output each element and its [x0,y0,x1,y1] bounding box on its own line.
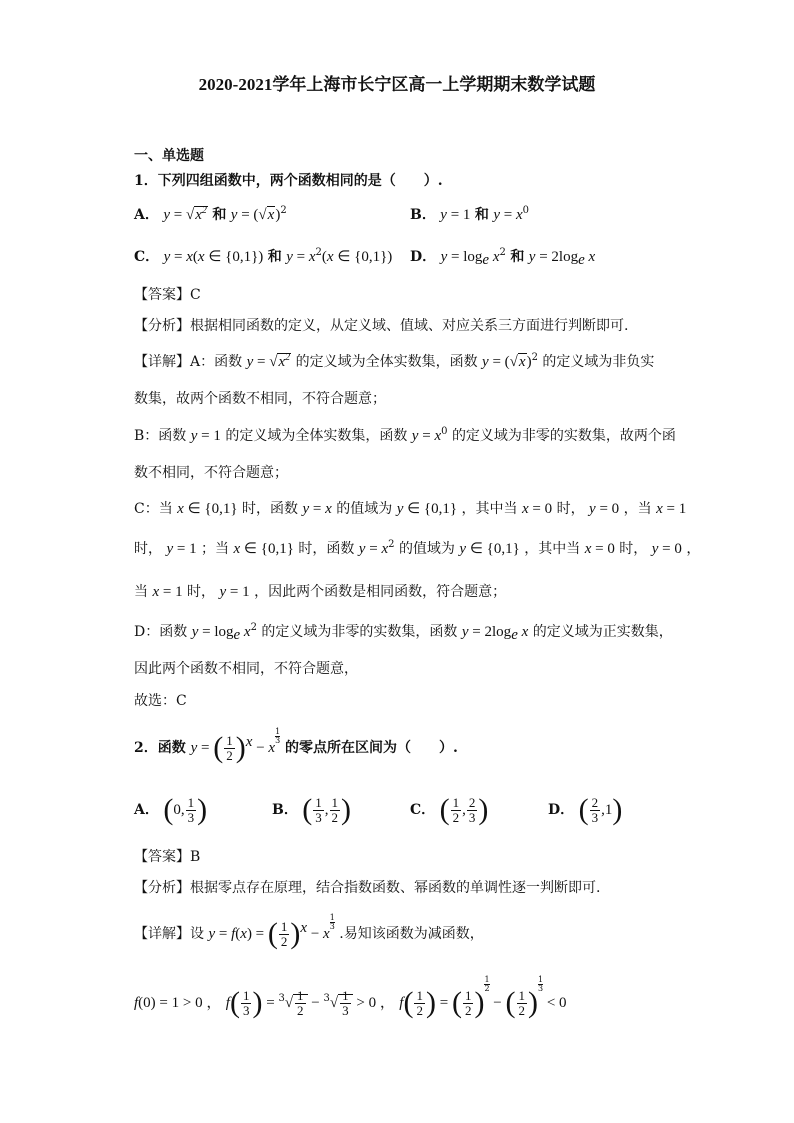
q1-detail-b-line2: 数不相同，不符合题意； [134,465,288,481]
text: D：函数 [134,624,188,640]
text: 的定义域为全体实数集，函数 [225,428,408,444]
text: C：当 [134,501,173,517]
q1-option-d: D． $y = \log_e x^2$ 和 $y = 2\log_e$ x [410,247,596,268]
q2-analysis [134,878,600,898]
q2-detail-line2: f(0) = 1 > 0 ， f( $\frac{1}{3}$ ) = $^3$√ $\frac{1}{2}$ − $^3$√ $\frac{1}{3}$ > 0 ， f( $\frac{1}{2}$ ) = ( $\frac{1}{2}$ ) $\frac{1}{2}$ − ( $\frac{1}{2}$ ) $\frac{1}{3}$ < 0 [134,975,567,1019]
q1-answer-value: C [190,287,201,303]
q1-option-a-label: A． [134,207,159,223]
q1-analysis [134,316,628,336]
q1-option-b-label: B． [410,207,436,223]
analysis-tag: 【分析】 [134,318,190,334]
text: 的值域为 [336,501,393,517]
text: 时， [187,584,216,600]
text: ，当 [623,501,652,517]
text: 2．函数 [134,740,186,756]
text: 设 [190,926,204,942]
q1-stem: 1．下列四组函数中，两个函数相同的是（ ）. [134,173,443,189]
text: 的定义域为全体实数集，函数 [295,354,478,370]
text: ，因此两个函数是相同函数，符合题意； [254,584,507,600]
text: .易知该函数为减函数， [339,926,484,942]
q2-option-c: C． ( $\frac{1}{2}$ , $\frac{2}{3}$ ) [410,793,489,826]
q1-detail-c-line3: 当 x = 1 时， y = 1 ，因此两个函数是相同函数，符合题意； [134,584,507,600]
q1-option-a: A． $y = √x^2$ 和 $y = (√x)^2$ [134,205,287,223]
q1-and-d: 和 [510,249,525,265]
q1-detail-a-line1: 【详解】A：函数 $y = √x^2$ 的定义域为全体实数集，函数 $y = (√x)^2$ 的定义域为非负实 [134,352,655,370]
q2-answer [134,847,200,867]
q1-detail-b-line1: B：函数 y = 1 的定义域为全体实数集，函数 $y = x^0$ 的定义域为非零的实数集，故两个函 [134,426,676,444]
q1-option-c: C． y = x(x ∈ {0,1}) 和 $y = x^2(x$ ∈ {0,1}) [134,247,393,265]
q1-and-b: 和 [474,207,489,223]
text: ，其中当 [461,501,518,517]
text: 的零点所在区间为（ ）. [285,740,458,756]
section-heading: 一、单选题 [134,148,204,164]
q1-option-b: B． y = 1 和 $y = x^0$ [410,205,530,223]
text: 的定义域为非负实 [542,354,655,370]
text: 时，函数 [298,541,355,557]
text: B：函数 [134,428,187,444]
detail-tag: 【详解】 [134,926,190,942]
q1-detail-c-line1: C：当 x ∈ {0,1} 时，函数 y = x 的值域为 y ∈ {0,1} ，其中当 x = 0 时， y = 0 ，当 x = 1 [134,501,687,517]
q1-detail-d-line2: 因此两个函数不相同，不符合题意， [134,661,358,677]
answer-tag: 【答案】 [134,287,190,303]
q1-detail-d-line1: D：函数 $y = \log_e x^2$ 的定义域为非零的实数集，函数 $y = 2\log_e$ x 的定义域为正实数集， [134,622,673,643]
q2-answer-value: B [190,849,201,865]
text: 当 [134,584,148,600]
page-title: 2020-2021学年上海市长宁区高一上学期期末数学试题 [198,75,596,94]
q1-choice: 故选：C [134,693,187,709]
text: 时， [134,541,162,557]
text: ， [686,541,701,557]
q1-detail-c-line2: 时， y = 1 ；当 x ∈ {0,1} 时，函数 $y = x^2$ 的值域为 y ∈ {0,1} ，其中当 x = 0 时， y = 0 ， [134,539,701,557]
text: 的定义域为非零的实数集，函数 [261,624,458,640]
text: 时， [556,501,585,517]
q2-stem: 2．函数 y = ( $\frac{1}{2}$ )$^x$ − x $\frac{1}{3}$ 的零点所在区间为（ ）. [134,727,458,764]
answer-tag: 【答案】 [134,849,190,865]
text: A：函数 [190,354,243,370]
q2-option-d: D． ( $\frac{2}{3}$ ,1) [548,793,623,826]
text: ；当 [201,541,230,557]
q2-option-c-label: C． [410,802,436,818]
text: 时， [619,541,648,557]
detail-tag: 【详解】 [134,354,190,370]
q2-option-d-label: D． [548,802,575,818]
text: ，其中当 [524,541,581,557]
q1-answer [134,285,201,305]
q2-detail-line1: 【详解】设 y = f(x) = ( $\frac{1}{2}$ )$^x$ − x $\frac{1}{3}$ .易知该函数为减函数， [134,913,484,950]
q2-analysis-text: 根据零点存在原理，结合指数函数、幂函数的单调性逐一判断即可. [190,880,601,896]
q1-detail-a-line2: 数集，故两个函数不相同，不符合题意； [134,391,386,407]
text: 时，函数 [242,501,299,517]
q2-option-b: B． ( $\frac{1}{3}$ , $\frac{1}{2}$ ) [272,793,352,826]
q1-option-c-label: C． [134,249,160,265]
analysis-tag: 【分析】 [134,880,190,896]
q1-option-d-label: D． [410,249,437,265]
q1-analysis-text: 根据相同函数的定义，从定义域、值域、对应关系三方面进行判断即可. [190,318,629,334]
q1-and-c: 和 [267,249,282,265]
q2-option-a: A． (0, $\frac{1}{3}$ ) [134,793,208,826]
q2-option-b-label: B． [272,802,298,818]
text: 的定义域为正实数集， [532,624,673,640]
text: 的定义域为非零的实数集，故两个函 [451,428,676,444]
q1-and: 和 [212,207,227,223]
text: 的值域为 [398,541,455,557]
q2-option-a-label: A． [134,802,159,818]
